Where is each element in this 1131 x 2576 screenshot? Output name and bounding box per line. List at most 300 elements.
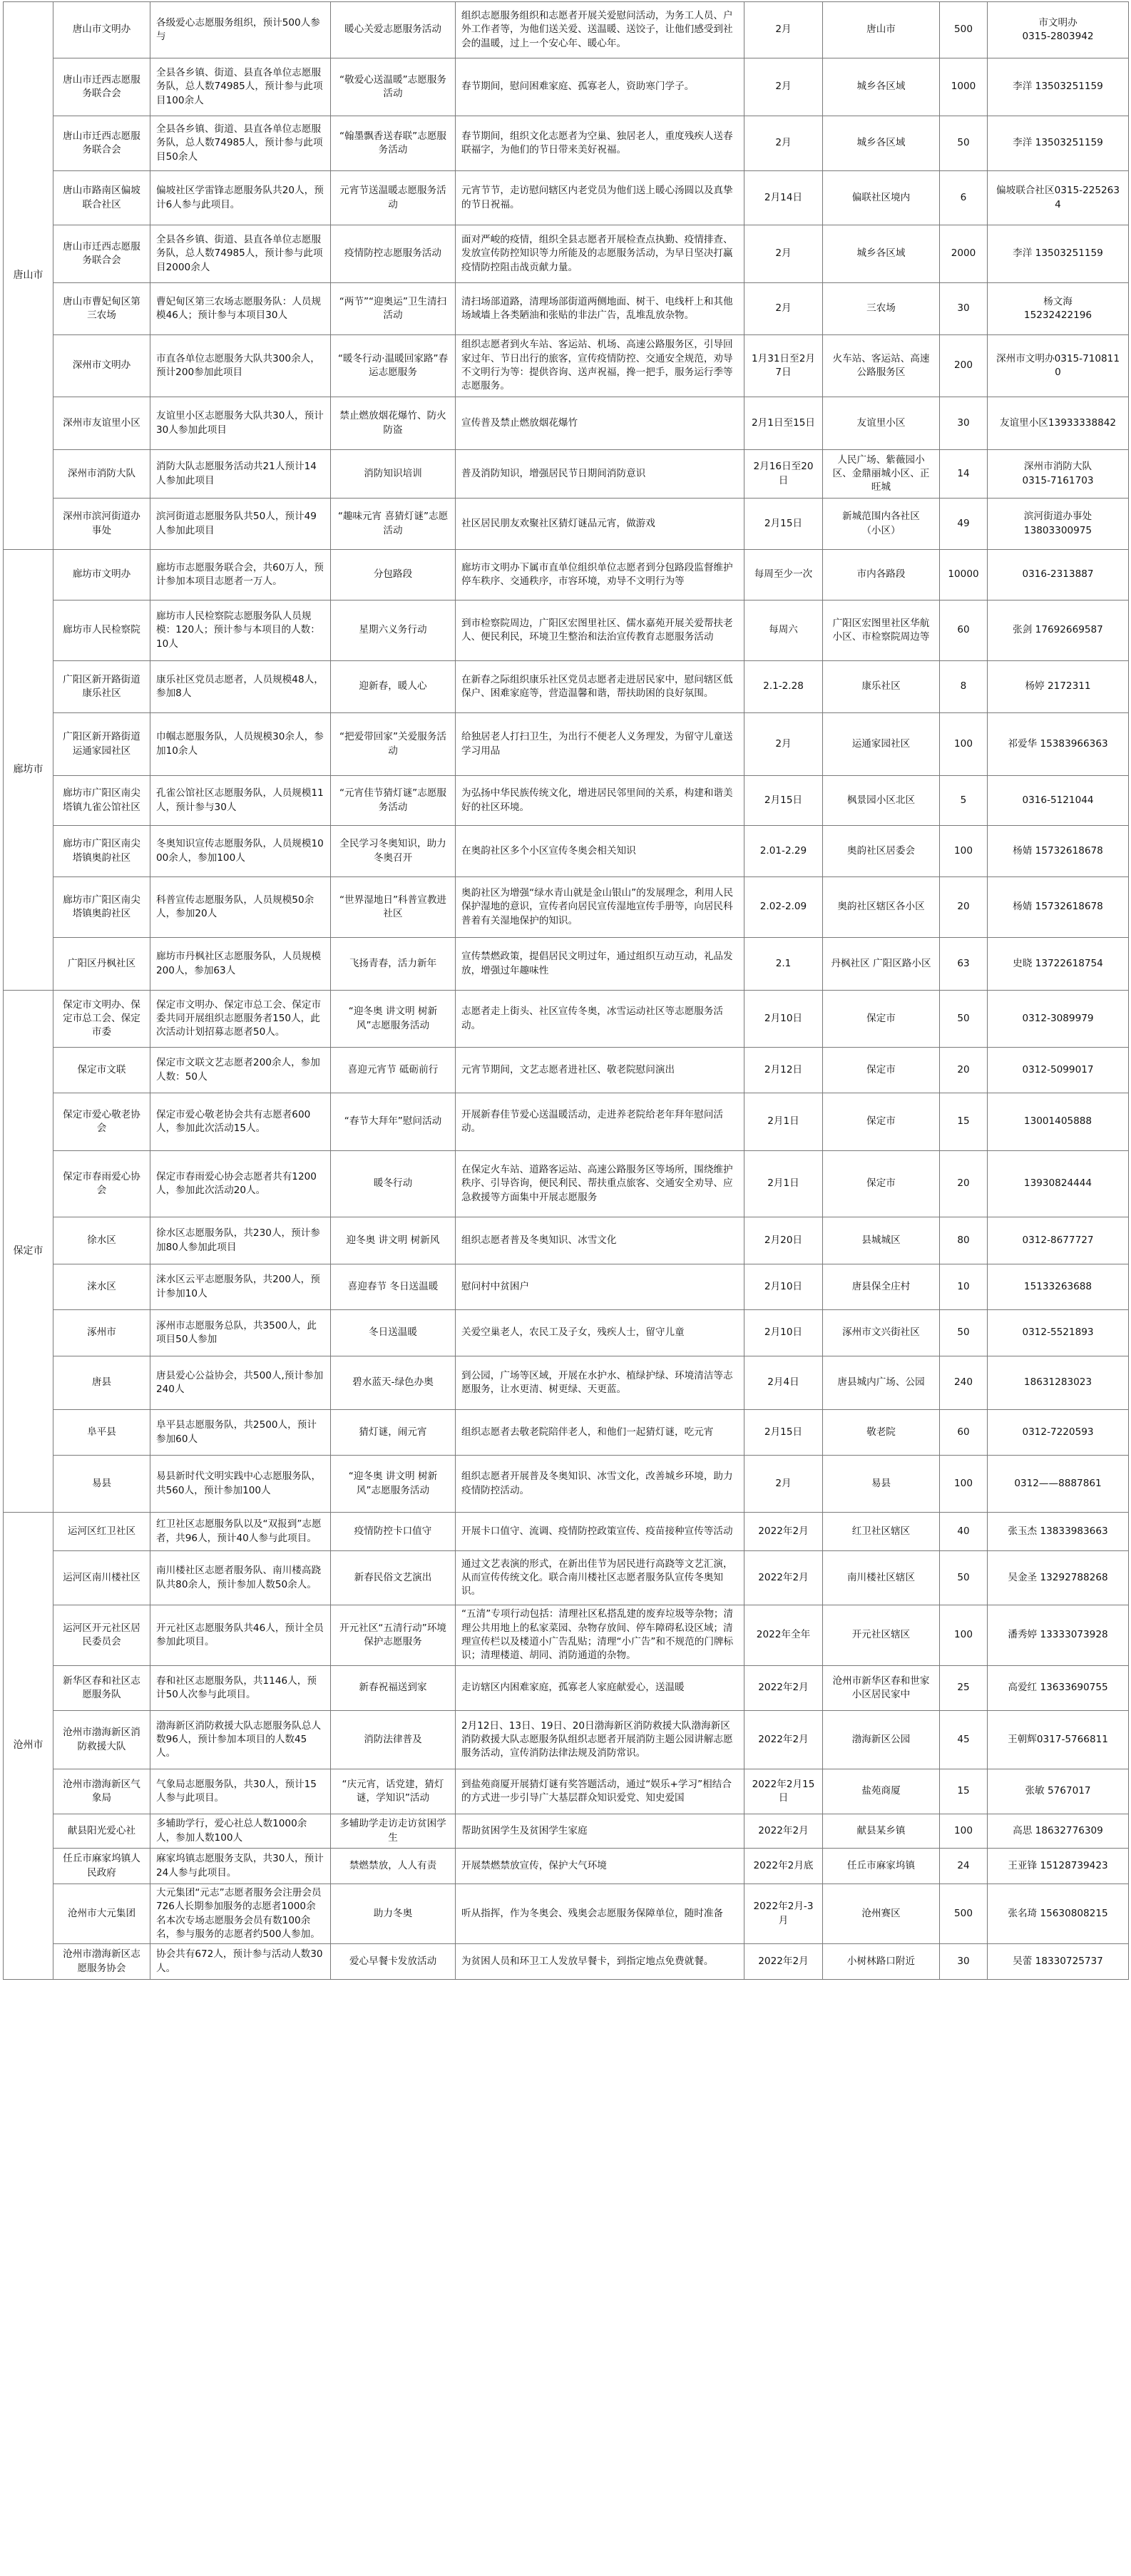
place-cell: 开元社区辖区 (823, 1605, 940, 1666)
place-cell: 保定市 (823, 1151, 940, 1217)
content-cell: 到公园，广场等区域，开展在水护水、植绿护绿、环境清洁等志愿服务，让水更清、树更绿、天更蓝。 (456, 1356, 744, 1410)
contact-cell: 李洋 13503251159 (988, 225, 1129, 283)
team-cell: 全县各乡镇、街道、县直各单位志愿服务队，总人数74985人，预计参与此项目50余人 (150, 116, 331, 171)
project-cell: “庆元宵，话党建，猜灯谜，学知识”活动 (331, 1769, 456, 1814)
content-cell: 组织志愿者去敬老院陪伴老人，和他们一起猜灯谜，吃元宵 (456, 1410, 744, 1456)
content-cell: 给独居老人打扫卫生，为出行不便老人义务理发，为留守儿童送学习用品 (456, 713, 744, 776)
table-row (4, 116, 1129, 171)
contact-cell: 李洋 13503251159 (988, 58, 1129, 116)
content-cell: 在奥韵社区多个小区宣传冬奥会相关知识 (456, 826, 744, 877)
team-cell: 渤海新区消防救援大队志愿服务队总人数96人，预计参加本项目的人数45人。 (150, 1711, 331, 1769)
team-cell: 保定市文明办、保定市总工会、保定市委共同开展组织志愿服务者150人，此次活动计划招募志愿者50人。 (150, 991, 331, 1048)
unit-cell: 任丘市麻家坞镇人民政府 (53, 1849, 150, 1884)
team-cell: 各级爱心志愿服务组织，预计500人参与 (150, 2, 331, 58)
time-cell: 2月 (744, 58, 823, 116)
team-cell: 麻家坞镇志愿服务支队，共30人，预计24人参与此项目。 (150, 1849, 331, 1884)
contact-cell: 高爱红 13633690755 (988, 1666, 1129, 1711)
time-cell: 2月20日 (744, 1217, 823, 1264)
time-cell: 2月1日 (744, 1151, 823, 1217)
team-cell: 孔雀公馆社区志愿服务队，人员规模11人，预计参与30人 (150, 776, 331, 826)
count-cell: 24 (940, 1849, 988, 1884)
table-row (4, 938, 1129, 991)
time-cell: 2月10日 (744, 1264, 823, 1310)
project-cell: “元宵佳节猜灯谜”志愿服务活动 (331, 776, 456, 826)
project-cell: 禁燃禁放，人人有责 (331, 1849, 456, 1884)
contact-cell: 高思 18632776309 (988, 1814, 1129, 1849)
team-cell: 多辅助学行，爱心社总人数1000余人，参加人数100人 (150, 1814, 331, 1849)
project-cell: 多辅助学走访走访贫困学生 (331, 1814, 456, 1849)
content-cell: 为弘扬中华民族传统文化，增进居民邻里间的关系，构建和谐美好的社区环境。 (456, 776, 744, 826)
table-row (4, 1605, 1129, 1666)
time-cell: 2月16日至20日 (744, 450, 823, 499)
content-cell: 为贫困人员和环卫工人发放早餐卡，到指定地点免费就餐。 (456, 1944, 744, 1980)
contact-cell: 0312——8887861 (988, 1456, 1129, 1513)
content-cell: 宣传普及禁止燃放烟花爆竹 (456, 397, 744, 450)
project-cell: 疫情防控卡口值守 (331, 1513, 456, 1551)
unit-cell: 唐山市迁西志愿服务联合会 (53, 116, 150, 171)
contact-cell: 友谊里小区13933338842 (988, 397, 1129, 450)
project-cell: “两节”“迎奥运”卫生清扫活动 (331, 283, 456, 335)
time-cell: 2月15日 (744, 776, 823, 826)
time-cell: 2.1 (744, 938, 823, 991)
count-cell: 50 (940, 116, 988, 171)
count-cell: 8 (940, 661, 988, 713)
table-row (4, 1410, 1129, 1456)
place-cell: 人民广场、紫薇园小区、金鼎丽城小区、正旺城 (823, 450, 940, 499)
time-cell: 2月1日至15日 (744, 397, 823, 450)
project-cell: 喜迎元宵节 砥砺前行 (331, 1048, 456, 1093)
content-cell: 通过文艺表演的形式，在新出佳节为居民进行高跷等文艺汇演，从而宣传传统文化。联合南川楼社区志愿者服务队宣传冬奥知识。 (456, 1551, 744, 1605)
time-cell: 2月12日 (744, 1048, 823, 1093)
team-cell: 南川楼社区志愿者服务队、南川楼高跷队共80余人，预计参加人数50余人。 (150, 1551, 331, 1605)
team-cell: 康乐社区党员志愿者，人员规模48人，参加8人 (150, 661, 331, 713)
place-cell: 南川楼社区辖区 (823, 1551, 940, 1605)
count-cell: 10 (940, 1264, 988, 1310)
count-cell: 40 (940, 1513, 988, 1551)
team-cell: 全县各乡镇、街道、县直各单位志愿服务队，总人数74985人，预计参与此项目100余人 (150, 58, 331, 116)
place-cell: 广阳区宏图里社区华航小区、市检察院周边等 (823, 600, 940, 661)
count-cell: 100 (940, 1456, 988, 1513)
time-cell: 2月10日 (744, 1310, 823, 1356)
project-cell: “翰墨飘香送春联”志愿服务活动 (331, 116, 456, 171)
content-cell: 到盐苑商厦开展猜灯谜有奖答题活动，通过“娱乐+学习”相结合的方式进一步引导广大基层群众知识爱党、知史爱国 (456, 1769, 744, 1814)
unit-cell: 深州市消防大队 (53, 450, 150, 499)
time-cell: 1月31日至2月7日 (744, 335, 823, 397)
table-row (4, 600, 1129, 661)
count-cell: 20 (940, 877, 988, 938)
place-cell: 渤海新区公园 (823, 1711, 940, 1769)
unit-cell: 保定市文联 (53, 1048, 150, 1093)
unit-cell: 深州市友谊里小区 (53, 397, 150, 450)
project-cell: 喜迎春节 冬日送温暖 (331, 1264, 456, 1310)
table-row (4, 877, 1129, 938)
city-cell: 廊坊市 (4, 550, 53, 991)
contact-cell: 13001405888 (988, 1093, 1129, 1151)
count-cell: 49 (940, 499, 988, 550)
content-cell: 组织志愿服务组织和志愿者开展关爱慰问活动，为务工人员、户外工作者等，为他们送关爱、送温暖、送饺子，让他们感受到社会的温暖，过上一个安心年、暖心年。 (456, 2, 744, 58)
time-cell: 2022年2月 (744, 1711, 823, 1769)
table-row (4, 1849, 1129, 1884)
contact-cell: 张玉杰 13833983663 (988, 1513, 1129, 1551)
table-row (4, 1356, 1129, 1410)
content-cell: 元宵节期间，文艺志愿者进社区、敬老院慰问演出 (456, 1048, 744, 1093)
count-cell: 63 (940, 938, 988, 991)
unit-cell: 涿州市 (53, 1310, 150, 1356)
table-row (4, 991, 1129, 1048)
team-cell: 市直各单位志愿服务大队共300余人，预计200参加此项目 (150, 335, 331, 397)
count-cell: 100 (940, 1605, 988, 1666)
project-cell: 飞扬青春，活力新年 (331, 938, 456, 991)
contact-cell: 深州市消防大队 0315-7161703 (988, 450, 1129, 499)
time-cell: 2月14日 (744, 171, 823, 225)
time-cell: 2月 (744, 2, 823, 58)
time-cell: 2022年2月-3月 (744, 1884, 823, 1944)
place-cell: 康乐社区 (823, 661, 940, 713)
unit-cell: 保定市文明办、保定市总工会、保定市委 (53, 991, 150, 1048)
content-cell: 开展卡口值守、流调、疫情防控政策宣传、疫苗接种宣传等活动 (456, 1513, 744, 1551)
team-cell: 曹妃甸区第三农场志愿服务队：人员规模46人；预计参与本项目30人 (150, 283, 331, 335)
unit-cell: 新华区春和社区志愿服务队 (53, 1666, 150, 1711)
place-cell: 奥韵社区居委会 (823, 826, 940, 877)
team-cell: 徐水区志愿服务队，共230人，预计参加80人参加此项目 (150, 1217, 331, 1264)
table-row (4, 1456, 1129, 1513)
count-cell: 50 (940, 1310, 988, 1356)
count-cell: 50 (940, 991, 988, 1048)
time-cell: 每周至少一次 (744, 550, 823, 600)
project-cell: 分包路段 (331, 550, 456, 600)
contact-cell: 0316-5121044 (988, 776, 1129, 826)
team-cell: 廊坊市丹枫社区志愿服务队，人员规模200人，参加63人 (150, 938, 331, 991)
unit-cell: 廊坊市人民检察院 (53, 600, 150, 661)
project-cell: “暖冬行动·温暖回家路”春运志愿服务 (331, 335, 456, 397)
team-cell: 廊坊市人民检察院志愿服务队人员规模：120人；预计参与本项目的人数：10人 (150, 600, 331, 661)
time-cell: 每周六 (744, 600, 823, 661)
place-cell: 沧州赛区 (823, 1884, 940, 1944)
count-cell: 500 (940, 1884, 988, 1944)
project-cell: 元宵节送温暖志愿服务活动 (331, 171, 456, 225)
place-cell: 城乡各区域 (823, 225, 940, 283)
table-row (4, 58, 1129, 116)
content-cell: 组织志愿者普及冬奥知识、冰雪文化 (456, 1217, 744, 1264)
count-cell: 100 (940, 1814, 988, 1849)
place-cell: 沧州市新华区春和世家小区居民家中 (823, 1666, 940, 1711)
table-row (4, 171, 1129, 225)
project-cell: “迎冬奥 讲文明 树新风”志愿服务活动 (331, 1456, 456, 1513)
count-cell: 30 (940, 397, 988, 450)
contact-cell: 张剑 17692669587 (988, 600, 1129, 661)
content-cell: 开展新春佳节爱心送温暖活动，走进养老院给老年拜年慰问活动。 (456, 1093, 744, 1151)
content-cell: 到市检察院周边，广阳区宏图里社区、儒水嘉苑开展关爱帮扶老人、便民利民，环境卫生整治和法治宣传教育志愿服务活动 (456, 600, 744, 661)
project-cell: “世界湿地日”科普宣教进社区 (331, 877, 456, 938)
time-cell: 2月 (744, 1456, 823, 1513)
project-cell: “迎冬奥 讲文明 树新风”志愿服务活动 (331, 991, 456, 1048)
count-cell: 60 (940, 600, 988, 661)
contact-cell: 杨婧 15732618678 (988, 826, 1129, 877)
project-cell: 助力冬奥 (331, 1884, 456, 1944)
table-row (4, 1711, 1129, 1769)
content-cell: 宣传禁燃政策，提倡居民文明过年，通过组织互动互动，礼品发放，增强过年趣味性 (456, 938, 744, 991)
content-cell: 组织志愿者开展普及冬奥知识、冰雪文化，改善城乡环境，助力疫情防控活动。 (456, 1456, 744, 1513)
contact-cell: 史晓 13722618754 (988, 938, 1129, 991)
project-cell: “敬爱心送温暖”志愿服务活动 (331, 58, 456, 116)
count-cell: 50 (940, 1551, 988, 1605)
team-cell: 阜平县志愿服务队，共2500人，预计参加60人 (150, 1410, 331, 1456)
project-cell: 迎冬奥 讲文明 树新风 (331, 1217, 456, 1264)
table-row (4, 1814, 1129, 1849)
unit-cell: 唐山市迁西志愿服务联合会 (53, 225, 150, 283)
contact-cell: 杨婧 15732618678 (988, 877, 1129, 938)
contact-cell: 张敏 5767017 (988, 1769, 1129, 1814)
table-row (4, 1513, 1129, 1551)
place-cell: 运通家园社区 (823, 713, 940, 776)
table-row (4, 826, 1129, 877)
team-cell: 开元社区志愿服务队共46人，预计全员参加此项目。 (150, 1605, 331, 1666)
team-cell: 春和社区志愿服务队，共1146人，预计50人次参与此项目。 (150, 1666, 331, 1711)
unit-cell: 唐山市文明办 (53, 2, 150, 58)
content-cell: 开展禁燃禁放宣传，保护大气环境 (456, 1849, 744, 1884)
place-cell: 献县某乡镇 (823, 1814, 940, 1849)
unit-cell: 唐山市迁西志愿服务联合会 (53, 58, 150, 116)
contact-cell: 15133263688 (988, 1264, 1129, 1310)
project-cell: 开元社区“五清行动”环境保护志愿服务 (331, 1605, 456, 1666)
team-cell: 全县各乡镇、街道、县直各单位志愿服务队，总人数74985人，预计参与此项目2000余人 (150, 225, 331, 283)
unit-cell: 沧州市渤海新区消防救援大队 (53, 1711, 150, 1769)
count-cell: 30 (940, 1944, 988, 1980)
content-cell: 慰问村中贫困户 (456, 1264, 744, 1310)
count-cell: 14 (940, 450, 988, 499)
team-cell: 消防大队志愿服务活动共21人预计14人参加此项目 (150, 450, 331, 499)
time-cell: 2.1-2.28 (744, 661, 823, 713)
place-cell: 易县 (823, 1456, 940, 1513)
team-cell: 保定市春雨爱心协会志愿者共有1200人，参加此次活动20人。 (150, 1151, 331, 1217)
content-cell: 春节期间，组织文化志愿者为空巢、独居老人，重度残疾人送春联福字，为他们的节日带来美好祝福。 (456, 116, 744, 171)
team-cell: 保定市文联文艺志愿者200余人，参加人数：50人 (150, 1048, 331, 1093)
time-cell: 2.02-2.09 (744, 877, 823, 938)
place-cell: 唐山市 (823, 2, 940, 58)
place-cell: 保定市 (823, 1093, 940, 1151)
team-cell: 冬奥知识宣传志愿服务队，人员规模1000余人，参加100人 (150, 826, 331, 877)
unit-cell: 沧州市渤海新区志愿服务协会 (53, 1944, 150, 1980)
content-cell: 社区居民朋友欢聚社区猜灯谜品元宵，做游戏 (456, 499, 744, 550)
place-cell: 涿州市文兴街社区 (823, 1310, 940, 1356)
project-cell: 星期六义务行动 (331, 600, 456, 661)
project-cell: 疫情防控志愿服务活动 (331, 225, 456, 283)
place-cell: 新城范围内各社区 （小区） (823, 499, 940, 550)
unit-cell: 运河区红卫社区 (53, 1513, 150, 1551)
table-row (4, 1884, 1129, 1944)
count-cell: 1000 (940, 58, 988, 116)
contact-cell: 0312-3089979 (988, 991, 1129, 1048)
unit-cell: 唐山市路南区偏坡联合社区 (53, 171, 150, 225)
unit-cell: 广阳区新开路街道运通家园社区 (53, 713, 150, 776)
content-cell: 听从指挥，作为冬奥会、残奥会志愿服务保障单位，随时准备 (456, 1884, 744, 1944)
table-row (4, 1666, 1129, 1711)
table-row (4, 1048, 1129, 1093)
unit-cell: 廊坊市广阳区南尖塔镇奥韵社区 (53, 826, 150, 877)
unit-cell: 深州市文明办 (53, 335, 150, 397)
unit-cell: 运河区南川楼社区 (53, 1551, 150, 1605)
time-cell: 2月 (744, 116, 823, 171)
contact-cell: 市文明办 0315-2803942 (988, 2, 1129, 58)
unit-cell: 沧州市大元集团 (53, 1884, 150, 1944)
unit-cell: 深州市滨河街道办事处 (53, 499, 150, 550)
project-cell: “趣味元宵 喜猜灯谜”志愿活动 (331, 499, 456, 550)
city-cell: 保定市 (4, 991, 53, 1513)
content-cell: 在保定火车站、道路客运站、高速公路服务区等场所，围绕维护秩序、引导咨询，便民利民、帮扶重点旅客、交通安全劝导、应急救援等方面集中开展志愿服务 (456, 1151, 744, 1217)
unit-cell: 广阳区丹枫社区 (53, 938, 150, 991)
unit-cell: 涞水区 (53, 1264, 150, 1310)
count-cell: 25 (940, 1666, 988, 1711)
project-cell: 迎新春，暖人心 (331, 661, 456, 713)
time-cell: 2022年2月 (744, 1551, 823, 1605)
table-row (4, 1093, 1129, 1151)
content-cell: 关爱空巢老人，农民工及子女，残疾人士，留守儿童 (456, 1310, 744, 1356)
project-cell: 消防法律普及 (331, 1711, 456, 1769)
time-cell: 2月 (744, 713, 823, 776)
contact-cell: 0316-2313887 (988, 550, 1129, 600)
content-cell: 组织志愿者到火车站、客运站、机场、高速公路服务区，引导回家过年、节日出行的旅客，宣传疫情防控、交通安全规范，劝导不文明行为等：提供咨询、送声祝福，搀一把手，服务运行季等志愿服务。 (456, 335, 744, 397)
project-cell: 猜灯谜，闹元宵 (331, 1410, 456, 1456)
content-cell: “五清”专项行动包括：清理社区私搭乱建的废弃垃圾等杂物；清理公共用地上的私家菜园、杂物存放间、停车障碍私设区域；清理宣传栏以及楼道小广告乱贴；清理“小广告”和不规范的门牌标识；清理楼道、胡同、消防通道的杂物。 (456, 1605, 744, 1666)
place-cell: 枫景园小区北区 (823, 776, 940, 826)
team-cell: 唐县爱心公益协会，共500人,预计参加240人 (150, 1356, 331, 1410)
team-cell: 保定市爱心敬老协会共有志愿者600人，参加此次活动15人。 (150, 1093, 331, 1151)
place-cell: 城乡各区域 (823, 116, 940, 171)
count-cell: 20 (940, 1151, 988, 1217)
count-cell: 30 (940, 283, 988, 335)
contact-cell: 0312-7220593 (988, 1410, 1129, 1456)
place-cell: 保定市 (823, 991, 940, 1048)
place-cell: 小树林路口附近 (823, 1944, 940, 1980)
contact-cell: 吴蕾 18330725737 (988, 1944, 1129, 1980)
project-cell: 爱心早餐卡发放活动 (331, 1944, 456, 1980)
place-cell: 丹枫社区 广阳区路小区 (823, 938, 940, 991)
count-cell: 15 (940, 1093, 988, 1151)
table-row (4, 713, 1129, 776)
city-cell: 沧州市 (4, 1513, 53, 1980)
place-cell: 奥韵社区辖区各小区 (823, 877, 940, 938)
unit-cell: 唐县 (53, 1356, 150, 1410)
table-row (4, 397, 1129, 450)
team-cell: 偏坡社区学雷锋志愿服务队共20人，预计6人参与此项目。 (150, 171, 331, 225)
count-cell: 80 (940, 1217, 988, 1264)
project-cell: “把爱带回家”关爱服务活动 (331, 713, 456, 776)
unit-cell: 保定市爱心敬老协会 (53, 1093, 150, 1151)
project-cell: 新春民俗文艺演出 (331, 1551, 456, 1605)
unit-cell: 唐山市曹妃甸区第三农场 (53, 283, 150, 335)
team-cell: 友谊里小区志愿服务大队共30人，预计30人参加此项目 (150, 397, 331, 450)
table-row (4, 1310, 1129, 1356)
place-cell: 县城城区 (823, 1217, 940, 1264)
content-cell: 普及消防知识，增强居民节日期间消防意识 (456, 450, 744, 499)
count-cell: 100 (940, 826, 988, 877)
contact-cell: 0312-8677727 (988, 1217, 1129, 1264)
content-cell: 奥韵社区为增强“绿水青山就是金山银山”的发展理念，利用人民保护湿地的意识，宣传者向居民宣传湿地宣传手册等，向居民科普着有关湿地保护的知识。 (456, 877, 744, 938)
contact-cell: 偏坡联合社区0315-2252634 (988, 171, 1129, 225)
place-cell: 市内各路段 (823, 550, 940, 600)
table-row (4, 1264, 1129, 1310)
contact-cell: 0312-5521893 (988, 1310, 1129, 1356)
time-cell: 2022年2月 (744, 1666, 823, 1711)
content-cell: 春节期间，慰问困难家庭、孤寡老人，资助寒门学子。 (456, 58, 744, 116)
place-cell: 唐县城内广场、公园 (823, 1356, 940, 1410)
count-cell: 6 (940, 171, 988, 225)
count-cell: 20 (940, 1048, 988, 1093)
place-cell: 盐苑商厦 (823, 1769, 940, 1814)
contact-cell: 王朝辉0317-5766811 (988, 1711, 1129, 1769)
table-row (4, 335, 1129, 397)
table-row (4, 1551, 1129, 1605)
unit-cell: 广阳区新开路街道康乐社区 (53, 661, 150, 713)
table-row (4, 450, 1129, 499)
table-row (4, 776, 1129, 826)
project-cell: 暖心关爱志愿服务活动 (331, 2, 456, 58)
count-cell: 10000 (940, 550, 988, 600)
content-cell: 在新春之际组织康乐社区党员志愿者走进居民家中，慰问辖区低保户、困难家庭等，营造温馨和谐，帮扶助困的良好氛围。 (456, 661, 744, 713)
unit-cell: 阜平县 (53, 1410, 150, 1456)
content-cell: 廊坊市文明办下属市直单位组织单位志愿者到分包路段监督维护停车秩序、交通秩序，市容环境，劝导不文明行为等 (456, 550, 744, 600)
time-cell: 2月15日 (744, 1410, 823, 1456)
project-cell: 禁止燃放烟花爆竹、防火防盗 (331, 397, 456, 450)
project-cell: “春节大拜年”慰问活动 (331, 1093, 456, 1151)
place-cell: 红卫社区辖区 (823, 1513, 940, 1551)
unit-cell: 徐水区 (53, 1217, 150, 1264)
team-cell: 红卫社区志愿服务队以及“双报到”志愿者，共96人，预计40人参与此项目。 (150, 1513, 331, 1551)
time-cell: 2022年2月15日 (744, 1769, 823, 1814)
table-body (4, 2, 1129, 1980)
team-cell: 易县新时代文明实践中心志愿服务队，共560人，预计参加100人 (150, 1456, 331, 1513)
project-cell: 碧水蓝天-绿色办奥 (331, 1356, 456, 1410)
count-cell: 45 (940, 1711, 988, 1769)
time-cell: 2022年2月 (744, 1814, 823, 1849)
time-cell: 2月10日 (744, 991, 823, 1048)
time-cell: 2022年2月 (744, 1513, 823, 1551)
count-cell: 100 (940, 713, 988, 776)
count-cell: 60 (940, 1410, 988, 1456)
place-cell: 保定市 (823, 1048, 940, 1093)
contact-cell: 滨河街道办事处 13803300975 (988, 499, 1129, 550)
table-row (4, 550, 1129, 600)
team-cell: 滨河街道志愿服务队共50人，预计49人参加此项目 (150, 499, 331, 550)
content-cell: 帮助贫困学生及贫困学生家庭 (456, 1814, 744, 1849)
team-cell: 涿州市志愿服务总队，共3500人，此项目50人参加 (150, 1310, 331, 1356)
team-cell: 协会共有672人，预计参与活动人数30人。 (150, 1944, 331, 1980)
unit-cell: 献县阳光爱心社 (53, 1814, 150, 1849)
unit-cell: 易县 (53, 1456, 150, 1513)
unit-cell: 运河区开元社区居民委员会 (53, 1605, 150, 1666)
contact-cell: 0312-5099017 (988, 1048, 1129, 1093)
place-cell: 任丘市麻家坞镇 (823, 1849, 940, 1884)
unit-cell: 廊坊市文明办 (53, 550, 150, 600)
contact-cell: 祁爱华 15383966363 (988, 713, 1129, 776)
contact-cell: 吴金圣 13292788268 (988, 1551, 1129, 1605)
table-row (4, 1769, 1129, 1814)
count-cell: 200 (940, 335, 988, 397)
contact-cell: 潘秀婷 13333073928 (988, 1605, 1129, 1666)
table-row (4, 283, 1129, 335)
content-cell: 2月12日、13日、19日、20日渤海新区消防救援大队渤海新区消防救援大队志愿服务队组织志愿者开展消防主题公园讲解志愿服务活动，宣传消防法律法规及消防常识。 (456, 1711, 744, 1769)
team-cell: 巾帼志愿服务队，人员规模30余人，参加10余人 (150, 713, 331, 776)
table-row (4, 225, 1129, 283)
project-cell: 全民学习冬奥知识，助力冬奥召开 (331, 826, 456, 877)
place-cell: 友谊里小区 (823, 397, 940, 450)
project-cell: 新春祝福送到家 (331, 1666, 456, 1711)
project-cell: 消防知识培训 (331, 450, 456, 499)
contact-cell: 王亚锋 15128739423 (988, 1849, 1129, 1884)
contact-cell: 18631283023 (988, 1356, 1129, 1410)
table-row (4, 1217, 1129, 1264)
team-cell: 大元集团“元志”志愿者服务会注册会员726人长期参加服务的志愿者1000余名本次专场志愿服务会员有数100余名，参与服务的志愿者约500人参加。 (150, 1884, 331, 1944)
